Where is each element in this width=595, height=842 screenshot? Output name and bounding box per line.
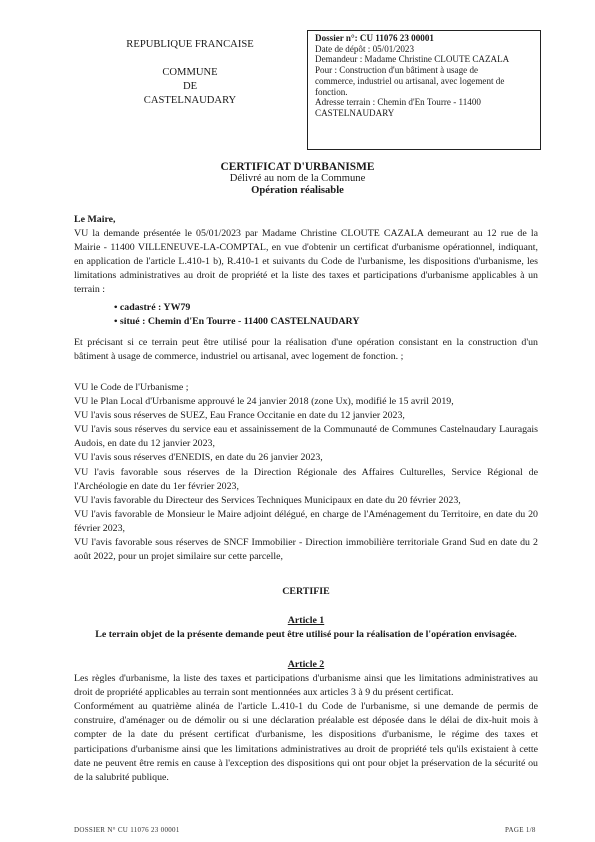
visa-item: VU l'avis sous réserves de SUEZ, Eau France Occitanie en date du 12 janvier 2023,	[74, 410, 405, 422]
footer-dossier-number: DOSSIER N° CU 11076 23 00001	[74, 826, 180, 834]
visa-item: VU l'avis sous réserves d'ENEDIS, en date du 26 janvier 2023,	[74, 452, 323, 464]
dossier-number: Dossier n°: CU 11076 23 00001	[315, 33, 434, 43]
dossier-purpose-line-2: commerce, industriel ou artisanal, avec logement de	[315, 75, 505, 86]
dossier-purpose-line-3: fonction.	[315, 86, 348, 97]
certificate-title-block	[60, 161, 535, 197]
operation-status: Opération réalisable	[251, 185, 344, 196]
situe-bullet: • situé : Chemin d'En Tourre - 11400 CASTELNAUDARY	[114, 315, 360, 327]
visa-item: VU l'avis favorable de Monsieur le Maire adjoint délégué, en charge de l'Aménagement du Territoire, en date du 20 février 2023,	[74, 508, 538, 534]
article-1	[74, 614, 538, 642]
issuer-republic: REPUBLIQUE FRANCAISE	[126, 39, 254, 50]
visa-item: VU l'avis sous réserves du service eau et assainissement de la Communauté de Communes Castelnaudary Lauragais Audois, en date du 12 janvier 2023,	[74, 424, 538, 450]
certificate-subtitle: Délivré au nom de la Commune	[229, 173, 366, 184]
article-2-heading: Article 2	[287, 659, 325, 670]
issuer-block	[100, 38, 280, 108]
issuer-commune: COMMUNE	[162, 67, 218, 78]
demande-paragraph: VU la demande présentée le 05/01/2023 par Madame Christine CLOUTE CAZALA demeurant au 12 rue de la Mairie - 11400 VILLENEUVE-LA-COMPTAL, en vue d'obtenir un certificat d'urbanisme opérationnel, indiquant, en application de l'article L.410-1 b), R.410-1 et suivants du Code de l'urbanisme, les dispositions d'urbanisme, les limitations administratives au droit de propriété et la liste des taxes et participations d'urbanisme applicables à un terrain :	[74, 228, 538, 296]
precisant-paragraph: Et précisant si ce terrain peut être utilisé pour la réalisation d'une opération consistant en la construction d'un bâtiment à usage de commerce, industriel ou artisanal, avec logement de fonction. ;	[74, 336, 538, 362]
article-2-paragraph-1: Les règles d'urbanisme, la liste des taxes et participations d'urbanisme ainsi que les limitations administratives au droit de propriété applicables au terrain sont mentionnées aux articles 3 à 9 du présent certificat.	[74, 673, 538, 699]
article-1-text: Le terrain objet de la présente demande peut être utilisé pour la réalisation de l'opération envisagée.	[95, 629, 517, 641]
dossier-address-line-1: Adresse terrain : Chemin d'En Tourre - 11400	[315, 97, 481, 108]
issuer-town: CASTELNAUDARY	[143, 95, 237, 106]
visas-list	[74, 381, 538, 564]
article-2-paragraph-2: Conformément au quatrième alinéa de l'article L.410-1 du Code de l'urbanisme, si une demande de permis de construire, d'aménager ou de démolir ou si une déclaration préalable est déposée dans le délai de dix-huit mois à compter de la date du présent certificat d'urbanisme, les dispositions d'urbanisme, le régime des taxes et participations d'urbanisme ainsi que les limitations administratives au droit de propriété tels qu'ils existaient à cette date ne peuvent être remis en cause à l'exception des dispositions qui ont pour objet la préservation de la sécurité ou de la salubrité publique.	[74, 701, 538, 783]
maire-heading: Le Maire,	[74, 214, 116, 225]
certifie-heading: CERTIFIE	[282, 586, 330, 597]
visa-item: VU le Code de l'Urbanisme ;	[74, 382, 189, 393]
dossier-applicant: Demandeur : Madame Christine CLOUTE CAZALA	[315, 54, 510, 65]
certificate-title: CERTIFICAT D'URBANISME	[220, 161, 375, 173]
dossier-info-box	[307, 30, 541, 150]
dossier-address-line-2: CASTELNAUDARY	[315, 107, 395, 118]
article-1-heading: Article 1	[287, 615, 325, 626]
article-2	[74, 658, 538, 785]
footer-page-number: PAGE 1/8	[505, 826, 536, 834]
issuer-de: DE	[182, 81, 198, 92]
dossier-purpose-line-1: Pour : Construction d'un bâtiment à usage de	[315, 65, 479, 76]
intro-section	[74, 213, 538, 364]
visa-item: VU l'avis favorable sous réserves de la Direction Régionale des Affaires Culturelles, Service Régional de l'Archéologie en date du 1er février 2023,	[74, 466, 538, 492]
visa-item: VU le Plan Local d'Urbanisme approuvé le 24 janvier 2018 (zone Ux), modifié le 15 avril 2019,	[74, 396, 454, 408]
visa-item: VU l'avis favorable du Directeur des Services Techniques Municipaux en date du 20 février 2023,	[74, 494, 461, 506]
visa-item: VU l'avis favorable sous réserves de SNCF Immobilier - Direction immobilière territoriale Grand Sud en date du 2 août 2022, pour un projet similaire sur cette parcelle,	[74, 537, 538, 563]
dossier-deposit-date: Date de dépôt : 05/01/2023	[315, 43, 415, 54]
cadastre-bullet: • cadastré : YW79	[114, 301, 191, 313]
